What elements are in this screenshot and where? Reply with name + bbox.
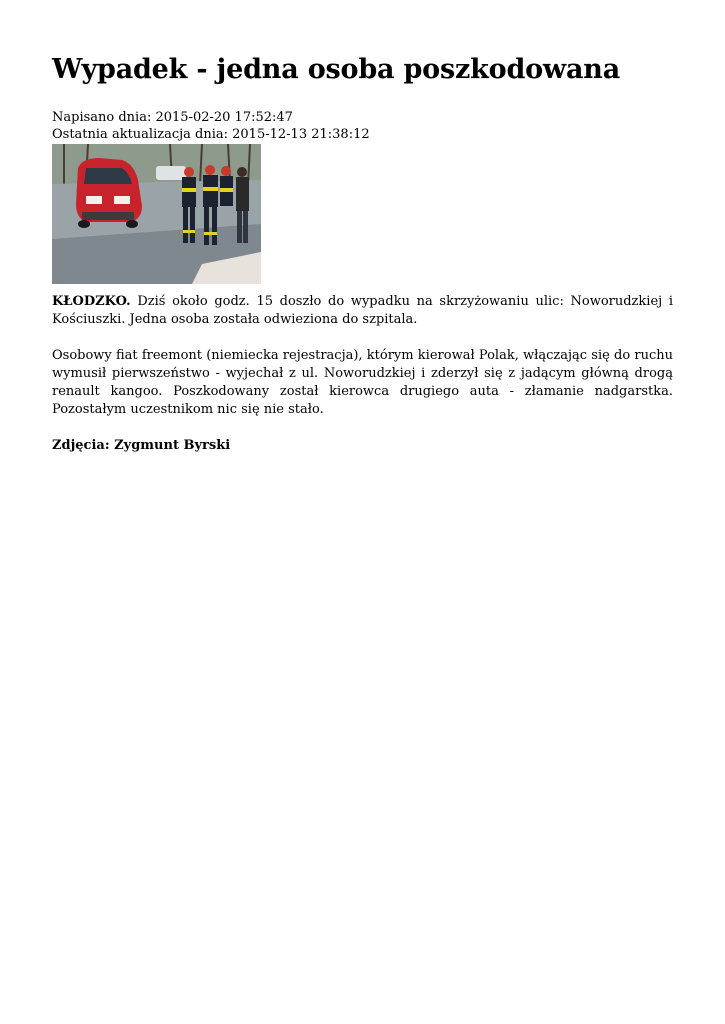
written-date: Napisano dnia: 2015-02-20 17:52:47 <box>52 110 293 125</box>
photo-firefighters <box>182 165 249 245</box>
photo-distant-car <box>156 166 186 180</box>
main-paragraph: Osobowy fiat freemont (niemiecka rejestracja), którym kierował Polak, włączając się do ruchu wymusił pierwszeństwo - wyjechał z ul. Noworudzkiej i zderzył się z jadącym główną drogą renault kangoo. Poszkodowany został kierowca drugiego auta - złamanie nadgarstka. Pozostałym uczestnikom nic się nie stało. <box>52 348 673 417</box>
lead-paragraph <box>52 293 673 329</box>
lead-location: KŁODZKO. <box>52 294 131 309</box>
article-title: Wypadek - jedna osoba poszkodowana <box>52 54 620 85</box>
accident-photo <box>52 144 261 284</box>
photo-credit: Zdjęcia: Zygmunt Byrski <box>52 438 231 453</box>
article-meta <box>52 109 370 143</box>
photo-red-car <box>76 158 142 228</box>
lead-text: Dziś około godz. 15 doszło do wypadku na skrzyżowaniu ulic: Noworudzkiej i Kościuszki. Jedna osoba została odwieziona do szpitala. <box>52 294 673 327</box>
article-body <box>52 293 673 473</box>
updated-date: Ostatnia aktualizacja dnia: 2015-12-13 21:38:12 <box>52 127 370 142</box>
